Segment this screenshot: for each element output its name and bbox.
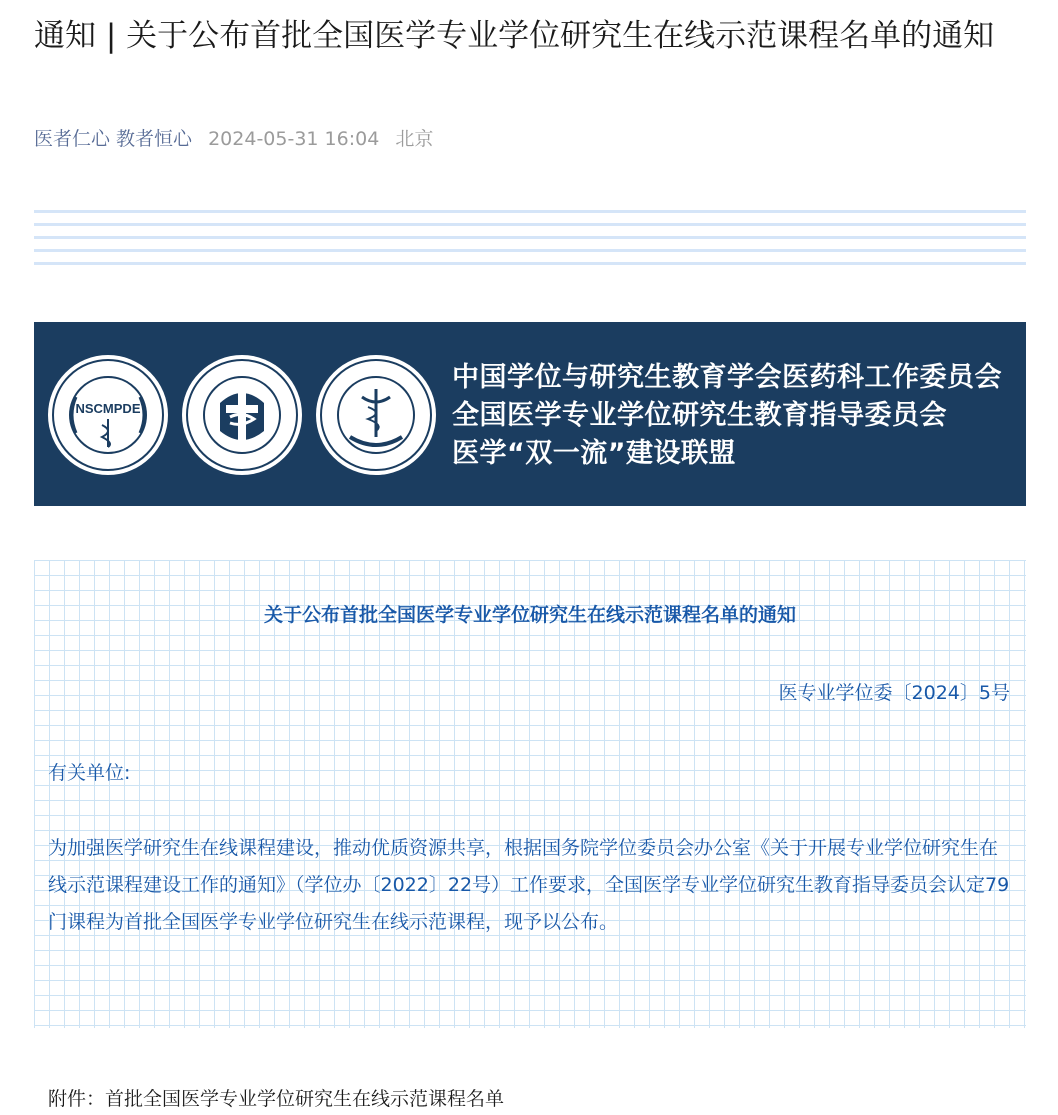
banner-line: 全国医学专业学位研究生教育指导委员会 xyxy=(452,400,947,431)
medical-pharma-committee-seal-icon xyxy=(180,353,304,477)
account-name-link[interactable]: 医者仁心 教者恒心 xyxy=(34,128,193,150)
banner-line: 医学“双一流”建设联盟 xyxy=(452,438,736,469)
header-banner-image xyxy=(34,322,1026,506)
nscmpde-seal-icon xyxy=(46,353,170,477)
article-meta xyxy=(34,124,433,154)
svg-text:NSCMPDE: NSCMPDE xyxy=(75,401,141,416)
article-title: 通知 | 关于公布首批全国医学专业学位研究生在线示范课程名单的通知 xyxy=(34,18,995,54)
publish-date: 2024-05-31 16:04 xyxy=(208,128,380,150)
decorative-lines xyxy=(34,210,1026,290)
notice-heading: 关于公布首批全国医学专业学位研究生在线示范课程名单的通知 xyxy=(263,604,796,626)
attachment-label: 附件：首批全国医学专业学位研究生在线示范课程名单 xyxy=(48,1088,505,1110)
double-first-class-alliance-seal-icon xyxy=(314,353,438,477)
notice-body: 为加强医学研究生在线课程建设，推动优质资源共享，根据国务院学位委员会办公室《关于开展专业学位研究生在线示范课程建设工作的通知》（学位办〔2022〕22号）工作要求，全国医学专业学位研究生教育指导委员会认定79门课程为首批全国医学专业学位研究生在线示范课程，现予以公布。 xyxy=(48,837,1010,933)
document-number: 医专业学位委〔2024〕5号 xyxy=(778,682,1010,704)
banner-organization-names xyxy=(452,359,1002,473)
publish-location: 北京 xyxy=(395,128,434,150)
notice-grid-paper xyxy=(34,560,1026,1028)
banner-line: 中国学位与研究生教育学会医药科工作委员会 xyxy=(452,362,1002,393)
salutation: 有关单位: xyxy=(48,762,131,784)
